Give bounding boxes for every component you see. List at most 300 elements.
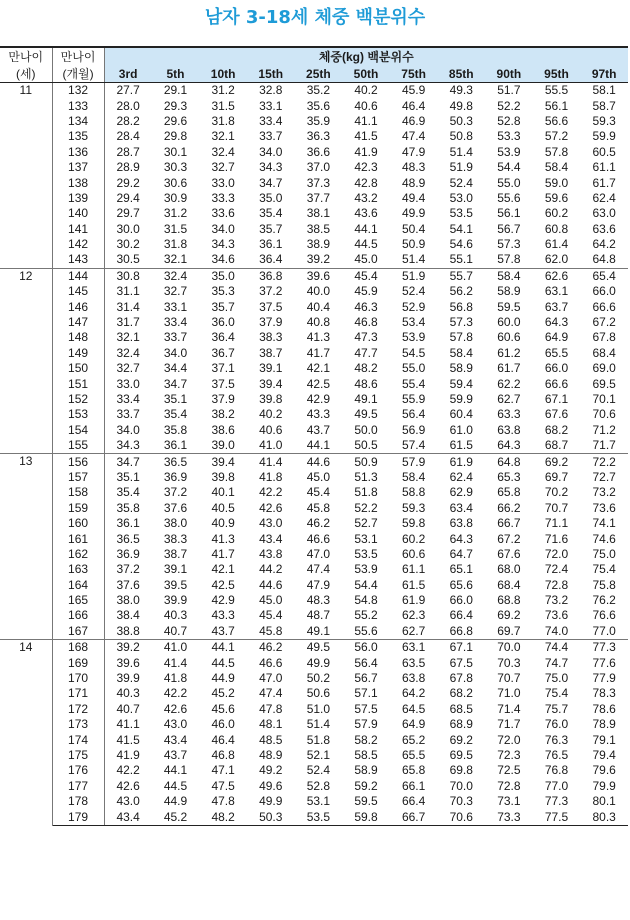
table-row bbox=[0, 485, 628, 500]
weight-cell: 72.4 bbox=[544, 562, 569, 577]
weight-cell: 39.6 bbox=[295, 268, 343, 284]
weight-cell: 59.3 bbox=[592, 113, 616, 128]
table-row bbox=[0, 268, 628, 284]
age-months-cell: 143 bbox=[52, 252, 104, 268]
weight-cell: 61.1 bbox=[592, 160, 616, 175]
weight-cell: 35.6 bbox=[306, 98, 331, 113]
age-months-cell: 147 bbox=[52, 315, 104, 330]
weight-cell: 37.6 bbox=[163, 500, 188, 515]
weight-cell: 56.1 bbox=[544, 98, 569, 113]
weight-cell: 64.5 bbox=[401, 701, 426, 716]
age-months-header-line2: (개월) bbox=[52, 65, 104, 83]
percentile-header: 85th bbox=[437, 65, 485, 83]
weight-cell: 74.1 bbox=[592, 516, 616, 531]
weight-cell: 35.2 bbox=[295, 83, 343, 99]
weight-cell: 47.1 bbox=[211, 763, 235, 778]
weight-cell: 62.9 bbox=[449, 485, 473, 500]
weight-cell: 41.7 bbox=[211, 546, 235, 561]
weight-cell: 52.9 bbox=[401, 299, 426, 314]
weight-cell: 56.0 bbox=[342, 640, 390, 656]
weight-cell: 59.9 bbox=[592, 129, 616, 144]
weight-cell: 49.5 bbox=[354, 407, 378, 422]
weight-cell: 36.1 bbox=[259, 237, 283, 252]
age-months-cell: 144 bbox=[52, 268, 104, 284]
weight-cell: 63.8 bbox=[497, 422, 521, 437]
weight-cell: 77.0 bbox=[544, 778, 569, 793]
weight-cell: 75.4 bbox=[592, 562, 616, 577]
weight-cell: 49.2 bbox=[259, 763, 283, 778]
weight-cell: 55.0 bbox=[497, 175, 521, 190]
weight-cell: 45.2 bbox=[211, 686, 235, 701]
weight-cell: 58.7 bbox=[592, 98, 616, 113]
weight-cell: 71.7 bbox=[497, 717, 521, 732]
weight-cell: 68.9 bbox=[449, 717, 473, 732]
weight-cell: 67.1 bbox=[544, 392, 569, 406]
weight-cell: 57.9 bbox=[354, 717, 378, 732]
age-months-header-line1: 만나이 bbox=[52, 47, 104, 65]
weight-cell: 59.8 bbox=[401, 516, 426, 531]
weight-cell: 50.4 bbox=[401, 221, 426, 236]
weight-cell: 45.8 bbox=[306, 500, 331, 515]
weight-cell: 44.1 bbox=[306, 438, 331, 453]
age-months-cell: 148 bbox=[52, 330, 104, 345]
weight-cell: 35.8 bbox=[163, 422, 188, 437]
weight-cell: 37.2 bbox=[116, 562, 140, 577]
weight-cell: 57.8 bbox=[544, 144, 569, 159]
weight-cell: 50.9 bbox=[342, 454, 390, 470]
weight-cell: 43.6 bbox=[354, 206, 378, 221]
weight-cell: 64.8 bbox=[485, 454, 533, 470]
weight-cell: 52.4 bbox=[401, 284, 426, 299]
weight-cell: 70.3 bbox=[497, 655, 521, 670]
weight-cell: 51.4 bbox=[449, 144, 473, 159]
weight-cell: 71.4 bbox=[497, 701, 521, 716]
age-months-cell: 145 bbox=[52, 284, 104, 299]
weight-cell: 65.8 bbox=[497, 485, 521, 500]
weight-cell: 50.9 bbox=[401, 237, 426, 252]
weight-cell: 63.4 bbox=[449, 500, 473, 515]
weight-cell: 49.5 bbox=[295, 640, 343, 656]
age-months-cell: 155 bbox=[52, 438, 104, 454]
weight-cell: 58.9 bbox=[449, 361, 473, 376]
age-months-cell: 140 bbox=[52, 206, 104, 221]
weight-cell: 34.0 bbox=[116, 422, 140, 437]
weight-cell: 72.7 bbox=[592, 469, 616, 484]
weight-cell: 48.9 bbox=[259, 747, 283, 762]
weight-cell: 47.7 bbox=[354, 345, 378, 360]
weight-cell: 51.4 bbox=[306, 717, 331, 732]
weight-cell: 73.2 bbox=[544, 593, 569, 608]
weight-cell: 38.0 bbox=[163, 516, 188, 531]
age-months-cell: 135 bbox=[52, 129, 104, 144]
weight-cell: 61.9 bbox=[401, 593, 426, 608]
table-row bbox=[0, 145, 628, 160]
weight-cell: 40.5 bbox=[211, 500, 235, 515]
weight-cell: 58.4 bbox=[449, 345, 473, 360]
table-row bbox=[0, 98, 628, 113]
weight-cell: 52.4 bbox=[449, 175, 473, 190]
weight-cell: 39.2 bbox=[306, 252, 331, 267]
age-months-cell: 178 bbox=[52, 794, 104, 809]
weight-cell: 70.7 bbox=[497, 671, 521, 686]
weight-cell: 54.6 bbox=[449, 237, 473, 252]
weight-cell: 65.8 bbox=[401, 763, 426, 778]
weight-cell: 34.3 bbox=[116, 438, 140, 453]
weight-cell: 53.1 bbox=[306, 794, 331, 809]
weight-cell: 74.0 bbox=[544, 623, 569, 638]
weight-cell: 42.8 bbox=[354, 175, 378, 190]
weight-cell: 55.2 bbox=[354, 608, 378, 623]
weight-cell: 67.1 bbox=[437, 640, 485, 656]
weight-cell: 45.8 bbox=[259, 623, 283, 638]
weight-cell: 34.7 bbox=[163, 376, 188, 391]
weight-cell: 73.1 bbox=[497, 794, 521, 809]
weight-cell: 70.7 bbox=[544, 500, 569, 515]
weight-cell: 53.1 bbox=[354, 531, 378, 546]
weight-cell: 78.3 bbox=[592, 686, 616, 701]
weight-cell: 41.5 bbox=[354, 129, 378, 144]
weight-cell: 35.4 bbox=[116, 485, 140, 500]
weight-cell: 66.6 bbox=[592, 299, 616, 314]
percentile-header: 5th bbox=[152, 65, 200, 83]
weight-cell: 41.7 bbox=[306, 345, 331, 360]
weight-cell: 32.4 bbox=[116, 345, 140, 360]
weight-cell: 35.4 bbox=[163, 407, 188, 422]
weight-cell: 72.2 bbox=[580, 454, 628, 470]
table-row bbox=[0, 809, 628, 825]
weight-cell: 69.2 bbox=[497, 608, 521, 623]
table-row bbox=[0, 501, 628, 516]
table-row bbox=[0, 470, 628, 485]
weight-cell: 33.0 bbox=[211, 175, 235, 190]
weight-cell: 34.0 bbox=[211, 221, 235, 236]
weight-cell: 45.4 bbox=[259, 608, 283, 623]
percentile-header: 15th bbox=[247, 65, 295, 83]
weight-cell: 38.6 bbox=[211, 422, 235, 437]
weight-cell: 44.9 bbox=[211, 671, 235, 686]
weight-cell: 56.9 bbox=[401, 422, 426, 437]
weight-cell: 29.1 bbox=[152, 83, 200, 99]
weight-cell: 39.4 bbox=[259, 376, 283, 391]
weight-cell: 62.6 bbox=[533, 268, 581, 284]
weight-cell: 33.3 bbox=[211, 190, 235, 205]
weight-cell: 32.1 bbox=[163, 252, 188, 267]
weight-cell: 32.4 bbox=[211, 144, 235, 159]
table-row bbox=[0, 438, 628, 454]
weight-cell: 63.8 bbox=[449, 516, 473, 531]
weight-cell: 36.9 bbox=[116, 546, 140, 561]
weight-cell: 47.0 bbox=[259, 671, 283, 686]
weight-cell: 28.0 bbox=[116, 98, 140, 113]
age-months-cell: 176 bbox=[52, 763, 104, 778]
weight-cell: 52.4 bbox=[306, 763, 331, 778]
weight-cell: 47.0 bbox=[306, 546, 331, 561]
weight-cell: 54.4 bbox=[497, 160, 521, 175]
age-months-cell: 156 bbox=[52, 454, 104, 470]
weight-cell: 66.4 bbox=[449, 608, 473, 623]
weight-cell: 35.7 bbox=[259, 221, 283, 236]
weight-cell: 40.2 bbox=[342, 83, 390, 99]
weight-cell: 57.4 bbox=[401, 438, 426, 453]
weight-cell: 52.2 bbox=[354, 500, 378, 515]
table-row bbox=[0, 206, 628, 221]
weight-cell: 27.7 bbox=[104, 83, 152, 99]
age-months-cell: 167 bbox=[52, 624, 104, 640]
weight-cell: 66.7 bbox=[390, 809, 438, 825]
weight-cell: 64.9 bbox=[401, 717, 426, 732]
table-row bbox=[0, 547, 628, 562]
weight-cell: 48.1 bbox=[259, 717, 283, 732]
weight-cell: 69.5 bbox=[592, 376, 616, 391]
age-months-cell: 166 bbox=[52, 608, 104, 623]
age-years-cell: 12 bbox=[0, 268, 52, 454]
table-row bbox=[0, 748, 628, 763]
weight-cell: 48.9 bbox=[401, 175, 426, 190]
weight-cell: 60.5 bbox=[592, 144, 616, 159]
weight-cell: 61.2 bbox=[497, 345, 521, 360]
weight-cell: 35.4 bbox=[259, 206, 283, 221]
weight-cell: 61.7 bbox=[592, 175, 616, 190]
weight-cell: 80.3 bbox=[580, 809, 628, 825]
weight-cell: 45.6 bbox=[211, 701, 235, 716]
weight-cell: 43.3 bbox=[306, 407, 331, 422]
weight-cell: 69.7 bbox=[544, 469, 569, 484]
weight-cell: 43.3 bbox=[211, 608, 235, 623]
weight-cell: 38.2 bbox=[211, 407, 235, 422]
weight-cell: 40.7 bbox=[163, 623, 188, 638]
weight-cell: 61.4 bbox=[544, 237, 569, 252]
weight-cell: 36.5 bbox=[152, 454, 200, 470]
weight-cell: 38.5 bbox=[306, 221, 331, 236]
weight-cell: 41.8 bbox=[259, 469, 283, 484]
weight-cell: 69.5 bbox=[449, 747, 473, 762]
weight-cell: 41.3 bbox=[211, 531, 235, 546]
age-months-cell: 179 bbox=[52, 809, 104, 825]
weight-cell: 76.3 bbox=[544, 732, 569, 747]
weight-cell: 42.1 bbox=[306, 361, 331, 376]
weight-cell: 60.2 bbox=[544, 206, 569, 221]
weight-cell: 38.7 bbox=[259, 345, 283, 360]
weight-cell: 34.3 bbox=[211, 237, 235, 252]
weight-cell: 56.4 bbox=[354, 655, 378, 670]
weight-cell: 63.0 bbox=[592, 206, 616, 221]
table-body bbox=[0, 83, 628, 826]
weight-cell: 43.0 bbox=[163, 717, 188, 732]
weight-cell: 78.6 bbox=[592, 701, 616, 716]
weight-cell: 30.1 bbox=[163, 144, 188, 159]
weight-cell: 40.9 bbox=[211, 516, 235, 531]
weight-cell: 55.9 bbox=[401, 392, 426, 406]
weight-cell: 58.4 bbox=[544, 160, 569, 175]
weight-cell: 37.7 bbox=[306, 190, 331, 205]
weight-cell: 31.8 bbox=[163, 237, 188, 252]
weight-cell: 65.5 bbox=[544, 345, 569, 360]
table-row bbox=[0, 763, 628, 778]
age-months-cell: 159 bbox=[52, 501, 104, 516]
weight-cell: 38.0 bbox=[116, 593, 140, 608]
weight-cell: 36.4 bbox=[259, 252, 283, 267]
weight-cell: 59.3 bbox=[401, 500, 426, 515]
weight-cell: 33.4 bbox=[259, 113, 283, 128]
weight-cell: 48.2 bbox=[354, 361, 378, 376]
weight-cell: 36.8 bbox=[247, 268, 295, 284]
weight-cell: 32.7 bbox=[163, 284, 188, 299]
weight-cell: 32.4 bbox=[152, 268, 200, 284]
weight-cell: 62.2 bbox=[497, 376, 521, 391]
weight-cell: 46.2 bbox=[306, 516, 331, 531]
weight-cell: 65.6 bbox=[449, 577, 473, 592]
weight-cell: 49.6 bbox=[259, 778, 283, 793]
weight-cell: 47.9 bbox=[306, 577, 331, 592]
age-months-cell: 170 bbox=[52, 671, 104, 686]
weight-cell: 73.6 bbox=[592, 500, 616, 515]
weight-cell: 34.4 bbox=[163, 361, 188, 376]
weight-cell: 59.4 bbox=[449, 376, 473, 391]
weight-cell: 31.5 bbox=[163, 221, 188, 236]
weight-cell: 70.2 bbox=[544, 485, 569, 500]
table-row bbox=[0, 562, 628, 577]
weight-cell: 47.4 bbox=[306, 562, 331, 577]
weight-cell: 42.9 bbox=[306, 392, 331, 406]
weight-cell: 75.8 bbox=[592, 577, 616, 592]
weight-cell: 39.6 bbox=[116, 655, 140, 670]
weight-cell: 70.0 bbox=[485, 640, 533, 656]
weight-cell: 34.0 bbox=[259, 144, 283, 159]
weight-cell: 33.4 bbox=[116, 392, 140, 406]
weight-cell: 64.7 bbox=[449, 546, 473, 561]
weight-cell: 29.7 bbox=[116, 206, 140, 221]
weight-cell: 58.9 bbox=[497, 284, 521, 299]
weight-cell: 48.5 bbox=[259, 732, 283, 747]
table-row bbox=[0, 702, 628, 717]
table-row bbox=[0, 794, 628, 809]
weight-cell: 67.6 bbox=[544, 407, 569, 422]
weight-cell: 40.2 bbox=[259, 407, 283, 422]
weight-cell: 40.6 bbox=[259, 422, 283, 437]
table-row bbox=[0, 361, 628, 376]
weight-cell: 40.1 bbox=[211, 485, 235, 500]
weight-cell: 69.2 bbox=[533, 454, 581, 470]
weight-cell: 33.7 bbox=[163, 330, 188, 345]
weight-cell: 44.1 bbox=[163, 763, 188, 778]
weight-cell: 41.1 bbox=[116, 717, 140, 732]
weight-cell: 46.4 bbox=[211, 732, 235, 747]
weight-cell: 66.8 bbox=[449, 623, 473, 638]
weight-cell: 63.3 bbox=[497, 407, 521, 422]
weight-cell: 33.6 bbox=[211, 206, 235, 221]
weight-cell: 51.7 bbox=[485, 83, 533, 99]
weight-cell: 37.9 bbox=[211, 392, 235, 406]
weight-cell: 57.8 bbox=[497, 252, 521, 267]
weight-cell: 65.3 bbox=[497, 469, 521, 484]
weight-cell: 28.9 bbox=[116, 160, 140, 175]
age-months-cell: 160 bbox=[52, 516, 104, 531]
weight-cell: 33.1 bbox=[259, 98, 283, 113]
weight-cell: 53.9 bbox=[497, 144, 521, 159]
weight-cell: 55.0 bbox=[401, 361, 426, 376]
weight-cell: 74.4 bbox=[533, 640, 581, 656]
weight-cell: 36.5 bbox=[116, 531, 140, 546]
weight-cell: 54.5 bbox=[401, 345, 426, 360]
weight-cell: 67.6 bbox=[497, 546, 521, 561]
weight-cell: 72.0 bbox=[497, 732, 521, 747]
table-row bbox=[0, 175, 628, 190]
weight-cell: 56.7 bbox=[354, 671, 378, 686]
weight-cell: 37.6 bbox=[116, 577, 140, 592]
weight-cell: 68.2 bbox=[544, 422, 569, 437]
table-row bbox=[0, 454, 628, 470]
weight-cell: 50.6 bbox=[306, 686, 331, 701]
weight-cell: 29.6 bbox=[163, 113, 188, 128]
weight-cell: 53.9 bbox=[401, 330, 426, 345]
weight-cell: 35.3 bbox=[211, 284, 235, 299]
weight-cell: 31.2 bbox=[163, 206, 188, 221]
weight-cell: 54.4 bbox=[354, 577, 378, 592]
weight-cell: 64.3 bbox=[449, 531, 473, 546]
weight-cell: 77.0 bbox=[592, 623, 616, 638]
weight-cell: 45.9 bbox=[390, 83, 438, 99]
weight-cell: 33.4 bbox=[163, 315, 188, 330]
weight-cell: 36.0 bbox=[211, 315, 235, 330]
weight-cell: 36.1 bbox=[116, 516, 140, 531]
weight-cell: 66.2 bbox=[497, 500, 521, 515]
weight-cell: 53.4 bbox=[401, 315, 426, 330]
weight-cell: 77.6 bbox=[592, 655, 616, 670]
weight-cell: 38.3 bbox=[163, 531, 188, 546]
weight-cell: 41.1 bbox=[354, 113, 378, 128]
weight-cell: 55.6 bbox=[354, 623, 378, 638]
weight-cell: 36.6 bbox=[306, 144, 331, 159]
table-row bbox=[0, 114, 628, 129]
weight-cell: 33.7 bbox=[259, 129, 283, 144]
weight-cell: 40.4 bbox=[306, 299, 331, 314]
weight-cell: 29.8 bbox=[163, 129, 188, 144]
weight-cell: 61.1 bbox=[401, 562, 426, 577]
percentile-header: 95th bbox=[533, 65, 581, 83]
weight-cell: 53.5 bbox=[449, 206, 473, 221]
weight-cell: 62.7 bbox=[497, 392, 521, 406]
weight-cell: 39.9 bbox=[163, 593, 188, 608]
age-months-cell: 134 bbox=[52, 114, 104, 129]
age-months-cell: 163 bbox=[52, 562, 104, 577]
weight-cell: 50.2 bbox=[306, 671, 331, 686]
weight-cell: 32.8 bbox=[247, 83, 295, 99]
weight-cell: 68.7 bbox=[544, 438, 569, 453]
weight-cell: 29.3 bbox=[163, 98, 188, 113]
weight-cell: 79.6 bbox=[592, 763, 616, 778]
weight-cell: 49.3 bbox=[437, 83, 485, 99]
weight-cell: 36.9 bbox=[163, 469, 188, 484]
weight-cell: 63.5 bbox=[401, 655, 426, 670]
weight-cell: 38.4 bbox=[116, 608, 140, 623]
weight-cell: 39.8 bbox=[259, 392, 283, 406]
weight-cell: 42.6 bbox=[163, 701, 188, 716]
table-row bbox=[0, 407, 628, 422]
weight-cell: 40.6 bbox=[354, 98, 378, 113]
weight-cell: 46.6 bbox=[259, 655, 283, 670]
age-months-cell: 152 bbox=[52, 392, 104, 407]
age-months-cell: 141 bbox=[52, 222, 104, 237]
weight-cell: 65.5 bbox=[401, 747, 426, 762]
weight-cell: 77.5 bbox=[533, 809, 581, 825]
weight-cell: 70.6 bbox=[592, 407, 616, 422]
table-row bbox=[0, 299, 628, 314]
percentile-header: 50th bbox=[342, 65, 390, 83]
weight-cell: 68.4 bbox=[497, 577, 521, 592]
weight-cell: 35.8 bbox=[116, 500, 140, 515]
weight-cell: 77.9 bbox=[592, 671, 616, 686]
weight-cell: 59.0 bbox=[544, 175, 569, 190]
